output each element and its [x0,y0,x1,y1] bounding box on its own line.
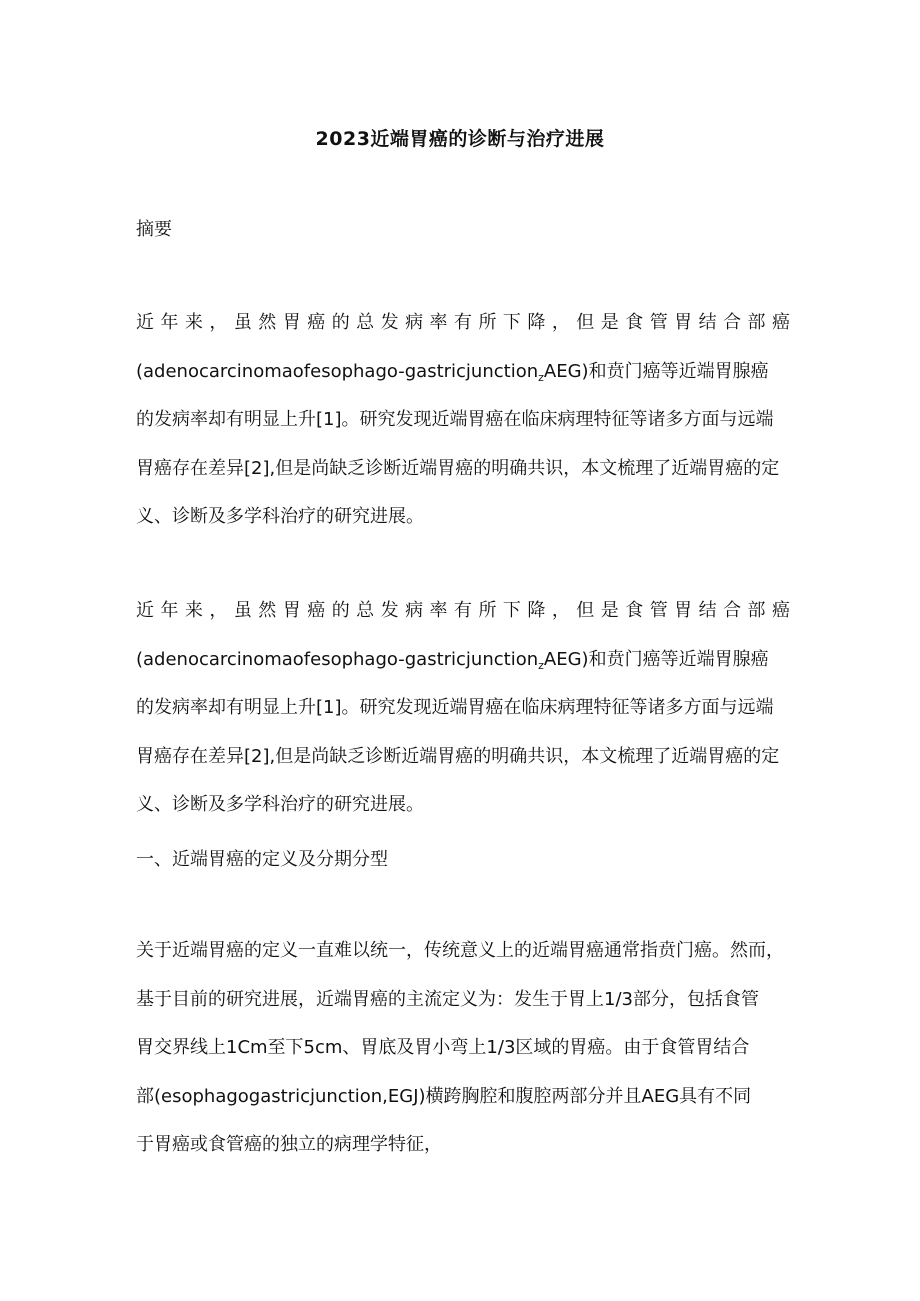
paragraph-line: 胃癌存在差异[2],但是尚缺乏诊断近端胃癌的明确共识，本文梳理了近端胃癌的定 [136,745,780,767]
section-1-paragraph [136,939,790,1182]
line-segment: AEG)和贲门癌等近端胃腺癌 [543,360,769,382]
abstract-paragraph-1 [136,311,790,554]
section-heading: 一、近端胃癌的定义及分期分型 [136,849,388,870]
paragraph-line: 基于目前的研究进展，近端胃癌的主流定义为：发生于胃上1/3部分，包括食管 [136,988,759,1010]
paragraph-line: 于胃癌或食管癌的独立的病理学特征， [136,1134,442,1155]
abstract-heading: 摘要 [136,219,172,240]
line-subscript: z [538,370,544,384]
paragraph-line: 胃癌存在差异[2],但是尚缺乏诊断近端胃癌的明确共识，本文梳理了近端胃癌的定 [136,457,780,479]
paragraph-line: 胃交界线上1Cm至下5cm、胃底及胃小弯上1/3区域的胃癌。由于食管胃结合 [136,1037,750,1058]
paragraph-line [136,360,790,409]
paragraph-line: 近年来，虽然胃癌的总发病率有所下降，但是食管胃结合部癌 [136,312,790,333]
line-segment: (adenocarcinomaofesophago-gastricjunction [136,360,539,382]
paragraph-line: 的发病率却有明显上升[1]。研究发现近端胃癌在临床病理特征等诸多方面与远端 [136,409,774,430]
paragraph-line: 近年来，虽然胃癌的总发病率有所下降，但是食管胃结合部癌 [136,600,790,621]
document-title: 2023近端胃癌的诊断与治疗进展 [315,128,605,150]
paragraph-line: 义、诊断及多学科治疗的研究进展。 [136,506,424,527]
paragraph-line: 关于近端胃癌的定义一直难以统一，传统意义上的近端胃癌通常指贲门癌。然而， [136,940,784,961]
paragraph-line: 部(esophagogastricjunction,EGJ)横跨胸腔和腹腔两部分并且AEG具有不同 [136,1085,752,1107]
line-segment: (adenocarcinomaofesophago-gastricjunction [136,648,539,670]
paragraph-line: 的发病率却有明显上升[1]。研究发现近端胃癌在临床病理特征等诸多方面与远端 [136,697,774,718]
line-segment: AEG)和贲门癌等近端胃腺癌 [543,648,769,670]
paragraph-line: 义、诊断及多学科治疗的研究进展。 [136,794,424,815]
abstract-paragraph-2 [136,599,790,842]
paragraph-line [136,648,790,697]
line-subscript: z [538,658,544,672]
